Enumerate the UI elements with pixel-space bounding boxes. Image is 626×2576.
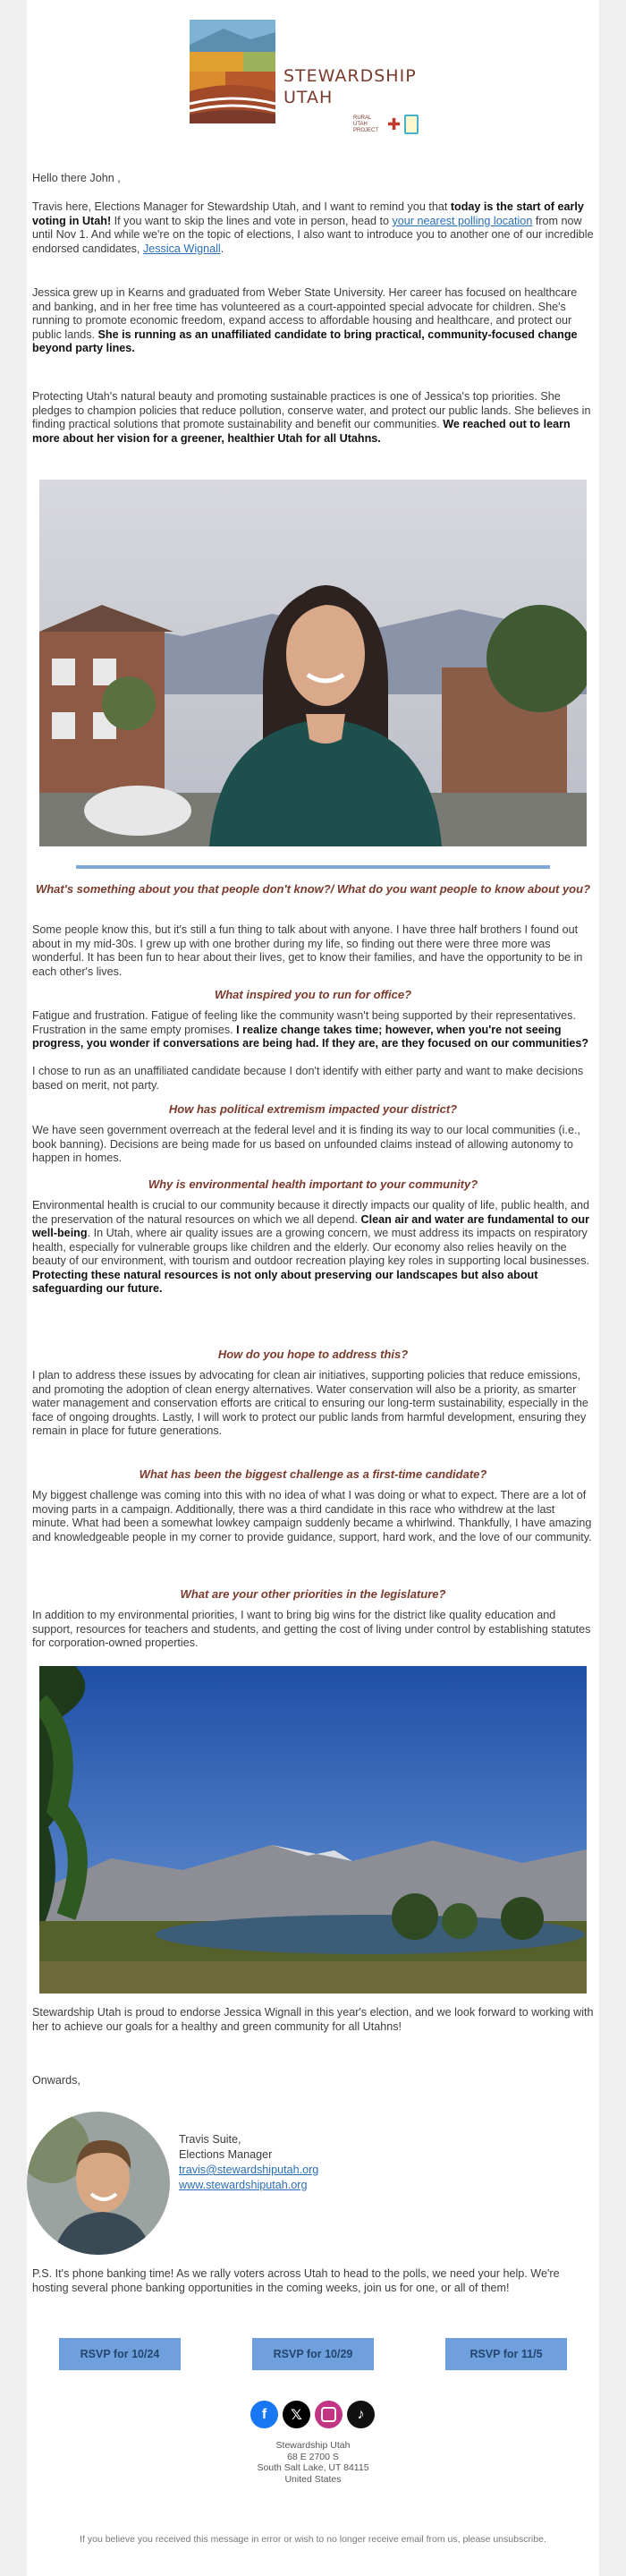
intro-text-2: If you want to skip the lines and vote in person, head to xyxy=(111,214,393,227)
intro-text: Travis here, Elections Manager for Stewardship Utah, and I want to remind you that xyxy=(32,200,451,213)
unsubscribe-notice[interactable]: If you believe you received this message in error or wish to no longer receive email from us, please unsubscribe. xyxy=(80,2534,546,2545)
greeting xyxy=(32,172,594,186)
answer-7 xyxy=(32,1609,594,1651)
bio-bold: She is running as an unaffiliated candidate to bring practical, community-focused change beyond party lines. xyxy=(32,327,578,354)
rsvp-10-29-button[interactable]: RSVP for 10/29 xyxy=(252,2338,374,2370)
email-body xyxy=(27,0,599,2576)
ps-text: P.S. It's phone banking time! As we rally voters across Utah to head to the polls, we need your help. We're hosting several phone banking opportunities in the coming weeks, join us for one, or all of them! xyxy=(32,2267,560,2294)
answer-4 xyxy=(32,1199,594,1297)
greeting-text: Hello there John , xyxy=(32,172,121,184)
instagram-icon[interactable] xyxy=(315,2401,343,2428)
answer-3 xyxy=(32,1124,594,1166)
question-6: What has been the biggest challenge as a first-time candidate? xyxy=(139,1467,487,1481)
bio-paragraph xyxy=(32,286,594,356)
facebook-icon[interactable]: f xyxy=(250,2401,278,2428)
signature-title: Elections Manager xyxy=(179,2148,273,2161)
answer-2b-text: I chose to run as an unaffiliated candidate because I don't identify with either party and want to make decisions based on merit, not party. xyxy=(32,1065,584,1092)
stewardship-utah-logo xyxy=(188,16,447,150)
address-street: 68 E 2700 S xyxy=(287,2451,339,2462)
address-city: South Salt Lake, UT 84115 xyxy=(257,2462,369,2473)
candidate-link[interactable]: Jessica Wignall xyxy=(142,242,221,255)
answer-6 xyxy=(32,1489,594,1544)
nature-bold: We reached out to learn more about her vision for a greener, healthier Utah for all Utahns. xyxy=(32,418,571,445)
signature-name: Travis Suite, xyxy=(179,2133,241,2146)
rsvp-10-24-button[interactable]: RSVP for 10/24 xyxy=(59,2338,181,2370)
answer-4-bold-2: Protecting these natural resources is not only about preserving our landscapes but also about safeguarding our future. xyxy=(32,1268,538,1295)
answer-2b xyxy=(32,1065,594,1092)
answer-2 xyxy=(32,1009,594,1051)
endorse-paragraph xyxy=(32,2006,594,2034)
ballot-icon xyxy=(404,115,419,134)
landscape-photo xyxy=(39,1666,587,1994)
nature-paragraph xyxy=(32,390,594,446)
partner-logos xyxy=(353,115,419,134)
onwards-text: Onwards, xyxy=(32,2074,80,2087)
address-block xyxy=(27,2440,599,2485)
answer-7-text: In addition to my environmental priorities, I want to bring big wins for the district like quality education and support, resources for teachers and students, and getting the cost of living under control by establishing statutes for corporation-owned properties. xyxy=(32,1609,591,1649)
avatar xyxy=(27,2112,170,2255)
question-1: What's something about you that people don't know?/ What do you want people to know about you? xyxy=(35,882,591,896)
question-2: What inspired you to run for office? xyxy=(214,988,412,1001)
intro-text-3: from now until Nov 1. And while we're on the topic of elections, I also want to introduce you to another one of our incredible endorsed candidates, xyxy=(32,214,594,255)
intro-end: . xyxy=(220,242,224,255)
intro-bold: today is the start of early voting in Utah! xyxy=(32,200,584,227)
nature-text: Protecting Utah's natural beauty and promoting sustainable practices is one of Jessica's top priorities. She pledges to champion policies that reduce pollution, conserve water, and protect our public lands. She believes in finding practical solutions that promote sustainability and benefit our communities. xyxy=(32,390,591,430)
question-5: How do you hope to address this? xyxy=(217,1348,409,1361)
logo-mark-icon xyxy=(188,16,277,132)
rsvp-11-5-button[interactable]: RSVP for 11/5 xyxy=(445,2338,567,2370)
onwards xyxy=(32,2074,594,2088)
bio-text: Jessica grew up in Kearns and graduated from Weber State University. Her career has focused on healthcare and banking, and in her free time has volunteered as a court-appointed special advocate for children. She's running to promote economic freedom, expand access to affordable housing and healthcare, and protect our public lands. xyxy=(32,286,578,341)
partner-name: RURAL UTAH PROJECT xyxy=(353,115,379,133)
website-link[interactable]: www.stewardshiputah.org xyxy=(179,2179,308,2191)
answer-5 xyxy=(32,1369,594,1439)
x-icon[interactable]: 𝕏 xyxy=(283,2401,310,2428)
tiktok-icon[interactable]: ♪ xyxy=(347,2401,375,2428)
answer-6-text: My biggest challenge was coming into this with no idea of what I was doing or what to expect. There are a lot of moving parts in a campaign. Additionally, there was a third candidate in this race who withdrew at the last minute. What had been a somewhat lowkey campaign suddenly became a whirlwind. Thankfully, I have amazing and knowledgeable people in my corner to provide guidance, support, hard work, and the love of our community. xyxy=(32,1489,592,1543)
answer-4-text-2: . In Utah, where air quality issues are a growing concern, we must address its impacts on respiratory health, especially for vulnerable groups like children and the elderly. Our economy also relies heavily on the beauty of our environment, with tourism and outdoor recreation playing key roles in supporting local businesses. xyxy=(32,1227,590,1267)
question-3: How has political extremism impacted your district? xyxy=(168,1102,458,1116)
answer-1 xyxy=(32,923,594,979)
question-4: Why is environmental health important to your community? xyxy=(148,1177,478,1191)
email-link[interactable]: travis@stewardshiputah.org xyxy=(179,2164,319,2176)
endorse-text: Stewardship Utah is proud to endorse Jessica Wignall in this year's election, and we look forward to working with her to achieve our goals for a healthy and green community for all Utahns! xyxy=(32,2006,594,2033)
candidate-photo xyxy=(39,480,587,846)
brand-line-1: STEWARDSHIP xyxy=(283,66,417,86)
address-country: United States xyxy=(284,2473,342,2485)
plus-icon: ✚ xyxy=(387,115,402,133)
answer-2-bold: I realize change takes time; however, when you're not seeing progress, you wonder if conversations are being had. If they are, are they focused on our communities? xyxy=(32,1023,589,1050)
answer-1-text: Some people know this, but it's still a fun thing to talk about with anyone. I have three half brothers I found out about in my mid-30s. I grew up with one brother during my life, so finding out there were three more was wonderful. It has been fun to hear about their lives, get to know their families, and have the opportunity to be in each other's lives. xyxy=(32,923,583,978)
answer-5-text: I plan to address these issues by advocating for clean air initiatives, supporting policies that reduce emissions, and promoting the adoption of clean energy alternatives. Water conservation will also be a priority, as smarter water management and conservation efforts are critical to ensuring our long-term sustainability, especially in the face of ongoing droughts. Lastly, I will work to protect our public lands from harmful development, ensuring they remain in place for future generations. xyxy=(32,1369,588,1437)
signature-block xyxy=(179,2132,447,2193)
answer-2-text: Fatigue and frustration. Fatigue of feeling like the community wasn't being supported by their representatives. Frustration in the same empty promises. xyxy=(32,1009,576,1036)
answer-4-text: Environmental health is crucial to our community because it directly impacts our quality of life, public health, and the preservation of the natural resources on which we all depend. xyxy=(32,1199,589,1226)
ps-paragraph xyxy=(32,2267,594,2295)
brand-line-2: UTAH xyxy=(283,88,334,107)
address-org: Stewardship Utah xyxy=(275,2440,351,2451)
answer-3-text: We have seen government overreach at the federal level and it is finding its way to our local communities (i.e., book banning). Decisions are being made for us based on unfounded claims instead of allowing autonomy to happen in homes. xyxy=(32,1124,580,1164)
intro-paragraph xyxy=(32,200,594,256)
question-7: What are your other priorities in the legislature? xyxy=(180,1587,446,1601)
polling-location-link[interactable]: your nearest polling location xyxy=(392,214,533,227)
section-divider xyxy=(76,865,550,869)
answer-4-bold: Clean air and water are fundamental to our well-being xyxy=(32,1212,589,1239)
